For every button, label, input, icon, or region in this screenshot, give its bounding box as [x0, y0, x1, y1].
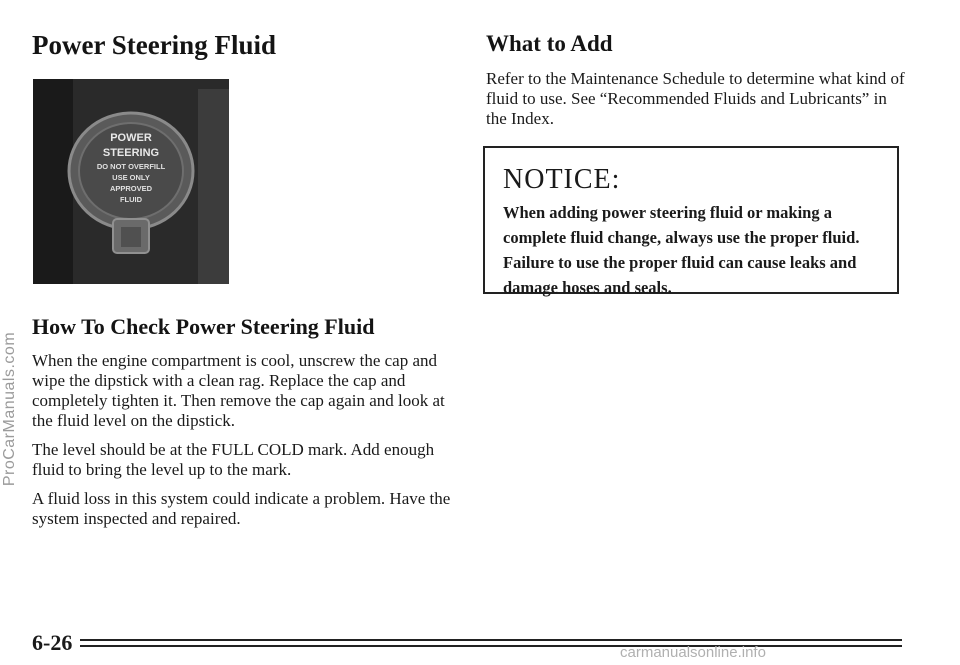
- footer-rule: [80, 645, 902, 647]
- notice-box: [483, 146, 899, 297]
- page-number: 6-26: [32, 630, 73, 655]
- cap-label-line: APPROVED: [109, 184, 153, 193]
- bottom-watermark: carmanualsonline.info: [620, 644, 766, 661]
- cap-label-line: USE ONLY: [112, 173, 150, 182]
- cap-label-line: STEERING: [102, 147, 160, 159]
- power-steering-cap-photo: [33, 79, 229, 284]
- notice-body: When adding power steering fluid or making a complete fluid change, always use the proper fluid. Failure to use the proper fluid can cause leaks and damage hoses and seals.: [503, 203, 860, 297]
- notice-heading: NOTICE:: [503, 164, 621, 195]
- cap-label-line: FLUID: [119, 195, 143, 204]
- footer-rule: [80, 639, 902, 641]
- what-to-add-paragraph: Refer to the Maintenance Schedule to determine what kind of fluid to use. See “Recommended Fluids and Lubricants” in the Index.: [486, 69, 905, 128]
- instruction-paragraph: When the engine compartment is cool, unscrew the cap and wipe the dipstick with a clean rag. Replace the cap and completely tighten it. Then remove the cap again and look at the fluid level on the dipstick.: [32, 351, 445, 430]
- side-watermark: ProCarManuals.com: [1, 331, 18, 487]
- what-to-add-title: What to Add: [486, 31, 613, 56]
- instruction-paragraph: The level should be at the FULL COLD mark. Add enough fluid to bring the level up to the mark.: [32, 440, 435, 479]
- instruction-paragraph: A fluid loss in this system could indicate a problem. Have the system inspected and repaired.: [32, 489, 451, 528]
- section-subtitle: How To Check Power Steering Fluid: [32, 314, 375, 339]
- cap-label-line: DO NOT OVERFILL: [96, 162, 166, 171]
- cap-label-line: POWER: [110, 132, 152, 144]
- section-title: Power Steering Fluid: [32, 30, 276, 60]
- cap-illustration: [33, 79, 229, 284]
